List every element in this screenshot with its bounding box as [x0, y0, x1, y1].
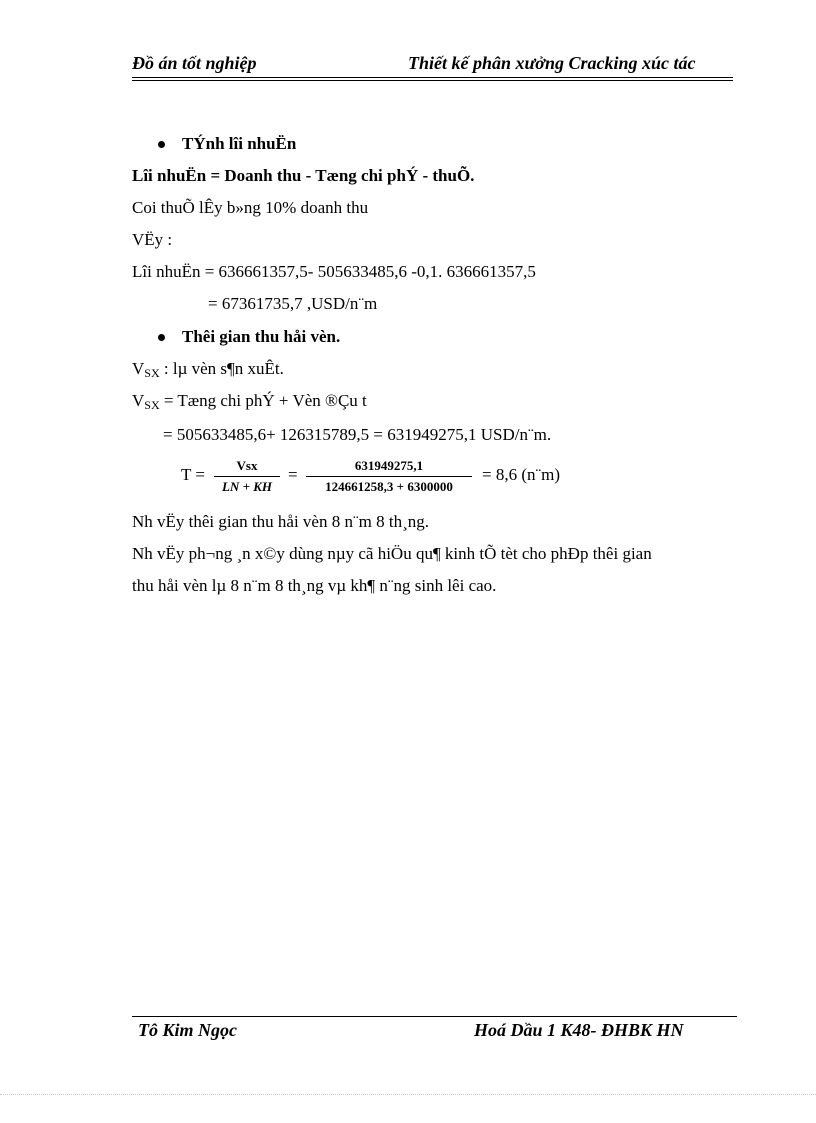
fraction-numeric [306, 458, 472, 495]
vsx-symbol: V [132, 359, 145, 378]
therefore-label: VËy : [132, 230, 173, 249]
formula-equals: = [288, 465, 298, 484]
header-right: Thiết kế phân xưởng Cracking xúc tác [408, 53, 696, 73]
header-rule-top [132, 77, 733, 78]
tax-assumption: Coi thuÕ lÊy b»ng 10% doanh thu [132, 198, 369, 217]
payback-conclusion: Nh vËy thêi gian thu håi vèn 8 n¨m 8 th¸ng. [132, 512, 429, 531]
footer-rule [132, 1016, 737, 1017]
fraction-numeric-denominator: 124661258,3 + 6300000 [325, 479, 453, 494]
vsx-definition-text: : lµ vèn s¶n xuÊt. [159, 359, 284, 378]
profit-calc: Lîi nhuËn = 636661357,5- 505633485,6 -0,1. 636661357,5 [132, 262, 536, 281]
vsx-formula [132, 391, 367, 413]
header-left: Đồ án tốt nghiệp [132, 53, 257, 73]
fraction-numeric-numerator: 631949275,1 [354, 458, 424, 473]
vsx-definition [132, 359, 284, 381]
page-bottom-divider [0, 1094, 816, 1095]
fraction-symbolic-numerator: Vsx [236, 458, 258, 473]
profit-definition: Lîi nhuËn = Doanh thu - Tæng chi phÝ - thuÕ. [132, 166, 475, 185]
fraction-symbolic-denominator: LN + KH [221, 479, 273, 494]
fraction-symbolic [214, 458, 280, 495]
fraction-bar [214, 476, 280, 477]
summary-line-2: thu håi vèn lµ 8 n¨m 8 th¸ng vµ kh¶ n¨ng sinh lêi cao. [132, 576, 497, 595]
header-rule-bottom [132, 80, 733, 81]
vsx-formula-text: = Tæng chi phÝ + Vèn ®Çu t [159, 391, 367, 410]
vsx-subscript: SX [144, 366, 160, 380]
bullet-icon [158, 334, 165, 341]
footer-right: Hoá Dầu 1 K48- ĐHBK HN [474, 1020, 684, 1040]
fraction-bar [306, 476, 472, 477]
bullet-heading-payback: Thêi gian thu håi vèn. [182, 327, 341, 346]
vsx-subscript: SX [144, 398, 160, 412]
profit-result: = 67361735,7 ,USD/n¨m [208, 294, 378, 313]
formula-result: = 8,6 (n¨m) [482, 465, 561, 484]
vsx-symbol: V [132, 391, 145, 410]
bullet-heading-profit: TÝnh lîi nhuËn [182, 134, 297, 153]
vsx-calc: = 505633485,6+ 126315789,5 = 631949275,1 USD/n¨m. [163, 425, 552, 444]
footer-left: Tô Kim Ngọc [138, 1020, 237, 1040]
bullet-icon [158, 141, 165, 148]
summary-line-1: Nh vËy ph¬ng ¸n x©y dùng nµy cã hiÖu qu¶ kinh tÕ tèt cho phÐp thêi gian [132, 544, 652, 563]
formula-lhs: T = [181, 465, 205, 484]
